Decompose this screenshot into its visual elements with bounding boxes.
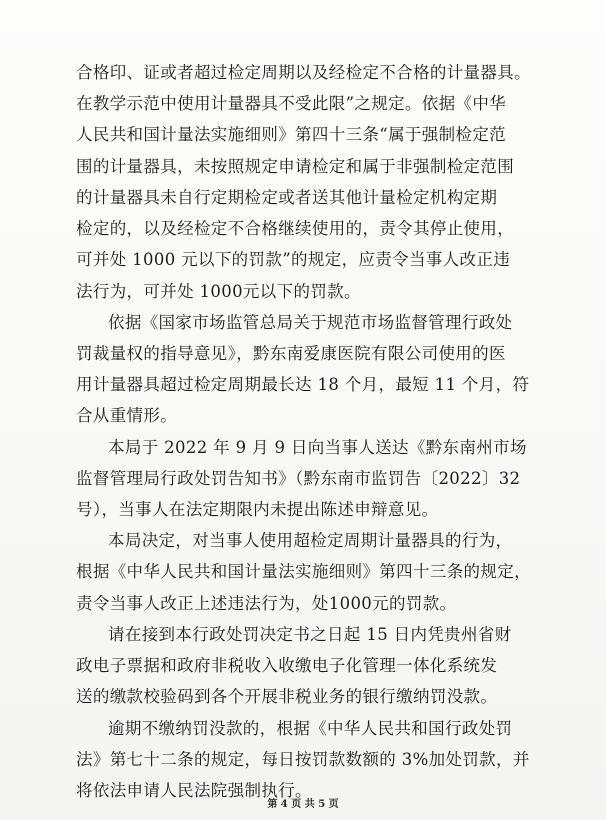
text-line: 的计量器具未自行定期检定或者送其他计量检定机构定期: [76, 188, 498, 207]
text-line: 法》第七十二条的规定，每日按罚款数额的 3%加处罚款，并: [76, 750, 530, 769]
text-line: 在教学示范中使用计量器具不受此限”之规定。依据《中华: [76, 94, 507, 113]
page-number: 第 4 页 共 5 页: [267, 799, 339, 810]
text-line: 本局决定，对当事人使用超检定周期计量器具的行为，: [108, 531, 513, 550]
text-line: 人民共和国计量法实施细则》第四十三条“属于强制检定范: [76, 125, 507, 144]
text-line: 逾期不缴纳罚没款的，根据《中华人民共和国行政处罚: [108, 719, 513, 738]
text-line: 监督管理局行政处罚告知书》（黔东南市监罚告〔2022〕32: [76, 469, 521, 488]
text-line: 围的计量器具，未按照规定申请检定和属于非强制检定范围: [76, 157, 515, 176]
text-line: 合从重情形。: [76, 406, 178, 425]
text-line: 依据《国家市场监管总局关于规范市场监督管理行政处: [108, 313, 513, 332]
text-line: 检定的，以及经检定不合格继续使用的，责令其停止使用，: [76, 219, 515, 238]
text-line: 政电子票据和政府非税收入收缴电子化管理一体化系统发: [76, 656, 498, 675]
text-line: 号），当事人在法定期限内未提出陈述申辩意见。: [76, 500, 439, 519]
text-line: 请在接到本行政处罚决定书之日起 15 日内凭贵州省财: [108, 625, 512, 644]
text-line: 责令当事人改正上述违法行为，处1000元的罚款。: [76, 594, 457, 613]
text-line: 用计量器具超过检定周期最长达 18 个月，最短 11 个月，符: [76, 375, 530, 394]
text-line: 合格印、证或者超过检定周期以及经检定不合格的计量器具。: [76, 63, 531, 82]
text-line: 将依法申请人民法院强制执行。: [76, 781, 312, 800]
text-line: 法行为，可并处 1000元以下的罚款。: [76, 282, 361, 301]
text-line: 本局于 2022 年 9 月 9 日向当事人送达《黔东南州市场: [108, 438, 527, 457]
text-line: 罚裁量权的指导意见》，黔东南爱康医院有限公司使用的医: [76, 344, 506, 363]
text-line: 可并处 1000 元以下的罚款”的规定，应责令当事人改正违: [76, 250, 511, 269]
text-line: 送的缴款校验码到各个开展非税业务的银行缴纳罚没款。: [76, 687, 498, 706]
text-line: 根据《中华人民共和国计量法实施细则》第四十三条的规定，: [76, 562, 531, 581]
